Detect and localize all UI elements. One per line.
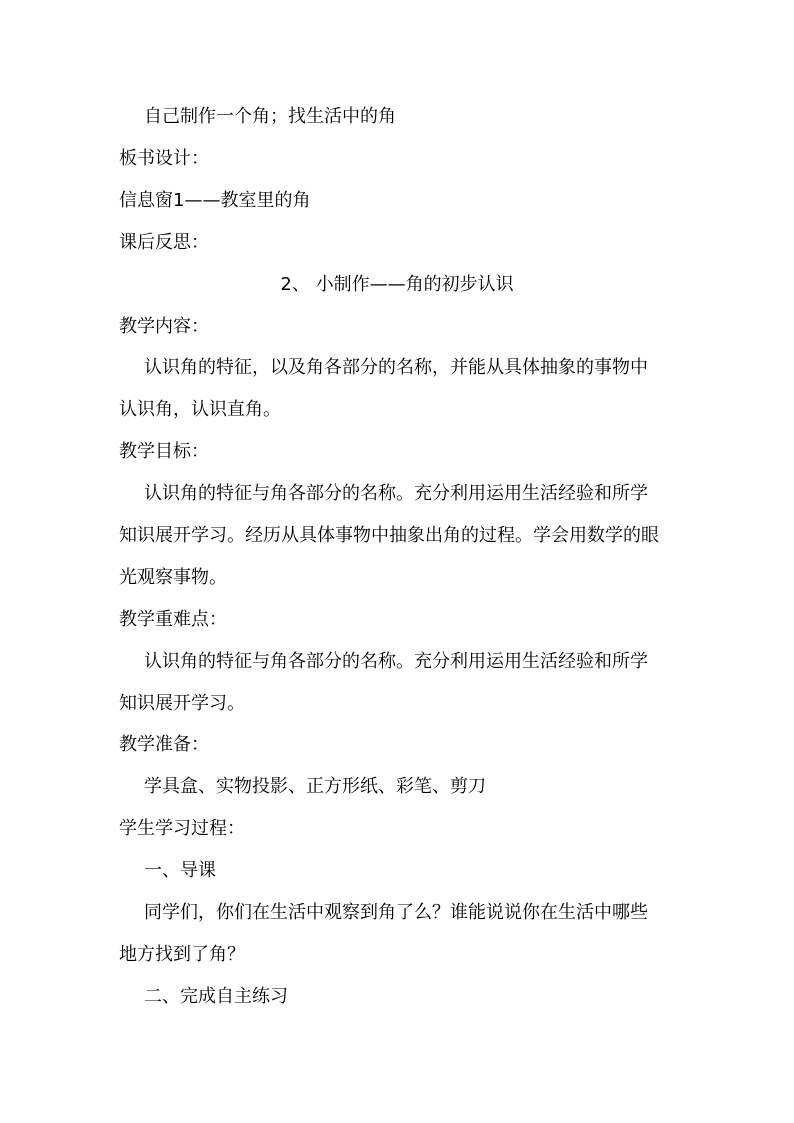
paragraph-line: 知识展开学习。 — [119, 693, 245, 714]
preparation-list: 学具盒、实物投影、正方形纸、彩笔、剪刀 — [144, 776, 486, 797]
heading-board-design: 板书设计： — [119, 148, 209, 169]
heading-preparation: 教学准备： — [119, 734, 209, 755]
heading-teaching-content: 教学内容： — [119, 316, 209, 337]
heading-reflection: 课后反思： — [119, 232, 209, 253]
paragraph-line: 光观察事物。 — [119, 567, 227, 588]
paragraph-line: 地方找到了角？ — [119, 944, 245, 965]
paragraph-line: 同学们，你们在生活中观察到角了么？谁能说说你在生活中哪些 — [144, 902, 648, 923]
heading-key-points: 教学重难点： — [119, 609, 227, 630]
board-design-content: 信息窗1——教室里的角 — [119, 190, 311, 211]
section-title: 2、 小制作——角的初步认识 — [280, 274, 514, 295]
paragraph-line: 认识角的特征，以及角各部分的名称，并能从具体抽象的事物中 — [144, 357, 648, 378]
paragraph-line: 知识展开学习。经历从具体事物中抽象出角的过程。学会用数学的眼 — [119, 525, 659, 546]
activity-line: 自己制作一个角；找生活中的角 — [144, 106, 396, 127]
heading-teaching-goals: 教学目标： — [119, 441, 209, 462]
heading-learning-process: 学生学习过程： — [119, 818, 245, 839]
paragraph-line: 认识角，认识直角。 — [119, 399, 281, 420]
paragraph-line: 认识角的特征与角各部分的名称。充分利用运用生活经验和所学 — [144, 651, 648, 672]
paragraph-line: 认识角的特征与角各部分的名称。充分利用运用生活经验和所学 — [144, 483, 648, 504]
step-heading-practice: 二、完成自主练习 — [144, 986, 288, 1007]
step-heading-intro: 一、导课 — [144, 860, 216, 881]
